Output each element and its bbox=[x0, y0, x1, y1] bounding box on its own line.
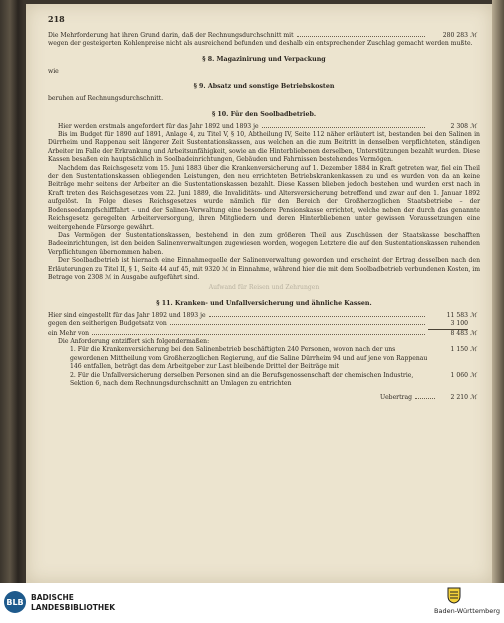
footer-bar bbox=[0, 583, 504, 623]
section-10-paragraph: Der Soolbadbetrieb ist hiernach eine Einnahmequelle der Salinenverwaltung geworden und erscheint der Ertrag desselben nach den Erläuterungen zu Titel II, § 1, Seite 44 auf 45, mit 9320 ℳ in Einnahme, während hier die mit dem Soolbadbetrieb verbundenen Kosten, im Betrage von 2308 ℳ in Ausgabe aufgeführt sind. bbox=[48, 257, 480, 281]
intro-amount-line bbox=[48, 32, 480, 40]
currency-mark: ℳ bbox=[470, 32, 477, 39]
section-9-heading: § 9. Absatz und sonstige Betriebskosten bbox=[193, 83, 335, 91]
section-11-item-2: 2. Für die Unfallversicherung derselben Personen sind an die Berufsgenossenschaft der chemischen Industrie, Sektion 6, nach dem Rechnungsdurchschnitt an Umlagen zu entrichten 1 060 ℳ bbox=[70, 371, 477, 387]
section-11-row: Hier sind eingestellt für das Jahr 1892 und 1893 je 11 583 ℳ bbox=[48, 311, 477, 319]
intro-line-1: Die Mehrforderung hat ihren Grund darin, daß der Rechnungsdurchschnitt mit bbox=[48, 32, 294, 39]
section-8-text: wie bbox=[48, 67, 59, 75]
section-11-item-1: 1. Für die Krankenversicherung bei den Salinenbetrieb beschäftigten 240 Personen, wovon nach der uns gewordenen Mittheilung vom Großherzoglichen Regierung, auf die Saline Dürrheim 94 und auf jene von Rappenau 146 entfallen, beträgt das dem Arbeitgeber zur Last bleibende Drittel der Beiträge mit 1 150 ℳ bbox=[70, 346, 477, 371]
section-10-first-line: Hier werden erstmals angefordert für das Jahr 1892 und 1893 je 2 308 ℳ bbox=[58, 122, 477, 130]
page-content bbox=[48, 14, 480, 403]
intro-line-2: wegen der gesteigerten Kohlenpreise nicht als ausreichend befunden und deshalb ein entsprechender Zuschlag gemacht werden mußte. bbox=[48, 40, 473, 48]
library-name: BADISCHE LANDESBIBLIOTHEK bbox=[31, 593, 116, 612]
state-crest-icon bbox=[447, 587, 461, 604]
state-name: Baden-Württemberg bbox=[434, 607, 500, 615]
section-8-heading: § 8. Magazinirung und Verpackung bbox=[202, 55, 326, 63]
page-edge bbox=[492, 0, 504, 583]
section-11-heading: § 11. Kranken- und Unfallversicherung und ähnliche Kassen. bbox=[156, 299, 372, 307]
section-9-text: beruhen auf Rechnungsdurchschnitt. bbox=[48, 95, 164, 103]
page-number: 218 bbox=[48, 14, 65, 24]
bleed-through-text: Aufwand für Reisen und Zehrungen bbox=[208, 284, 320, 292]
carry-over-line: Uebertrag 2 210 ℳ bbox=[379, 394, 477, 402]
section-11-intro: Die Anforderung entziffert sich folgendermaßen: bbox=[58, 337, 210, 345]
section-10-paragraph: Nachdem das Reichsgesetz vom 15. Juni 1883 über die Krankenversicherung auf 1. Dezember 1884 in Kraft getreten war, fiel ein Theil der den Sustentationskassen obliegenden Leistungen, den neu errichteten Betriebskrankenkassen zu und es wurden von da an keine Beiträge mehr seitens der Arbeiter an die Sustentationskassen bezahlt. Diese Kassen blieben jedoch bestehen und wurden erst nach in Kraft treten des Reichsgesetzes vom 22. Juni 1889, die Invaliditäts- und Altersversicherung betreffend und zwar auf den 1. Januar 1892 aufgelöst. In Folge dieses Reichsgesetzes wurde nämlich für den Bereich der Großherzoglichen Staatsbetriebe – der Bodenseedampfschifffahrt – und der Salinen-Verwaltung eine besondere Pensionskasse errichtet, welche neben der durch das genannte Reichsgesetz geregelten Arbeiterversorgung, ihren Mitgliedern und deren Hinterbliebenen unter gewissen Voraussetzungen eine weitergehende Fürsorge gewährt. bbox=[48, 164, 480, 231]
carry-over-label: Uebertrag bbox=[379, 394, 412, 402]
document-page bbox=[26, 4, 492, 583]
intro-amount: 280 283 bbox=[442, 32, 468, 39]
carry-over-amount: 2 210 bbox=[450, 394, 468, 402]
section-11-row: gegen den seitherigen Budgetsatz von 3 100 bbox=[48, 320, 468, 328]
section-11-row: ein Mehr von 8 483 ℳ bbox=[48, 329, 477, 337]
blb-logo[interactable]: BLB bbox=[4, 591, 26, 613]
section-10-paragraph: Das Vermögen der Sustentationskassen, bestehend in den zum größeren Theil aus Zuschüssen der Staatskasse beschafften Badeeinrichtungen, ist den beiden Salinenverwaltungen zugewiesen worden, wogegen Letztere die auf den Sustentationskassen ruhenden Verpflichtungen übernommen haben. bbox=[48, 231, 480, 256]
section-10-paragraph: Bis im Budget für 1890 auf 1891, Anlage 4, zu Titel V, § 10, Abtheilung IV, Seite 112 näher erläutert ist, bestanden bei den Salinen in Dürrheim und Rappenau seit längerer Zeit Sustentationskassen, aus welchen an die zum Beitritt in denselben verpflichteten, ständigen Arbeiter im Falle der Erkrankung und Arbeitsunfähigkeit, sowie an die Hinterbliebenen derselben, Unterstützungen bezahlt wurden. Diese Kassen besaßen ein hauptsächlich in Soolbadeinrichtungen, Gebäuden und Fahrnissen bestehendes Vermögen. bbox=[48, 131, 480, 164]
section-10-heading: § 10. Für den Soolbadbetrieb. bbox=[211, 110, 317, 118]
section-10-amount: 2 308 bbox=[450, 122, 468, 130]
